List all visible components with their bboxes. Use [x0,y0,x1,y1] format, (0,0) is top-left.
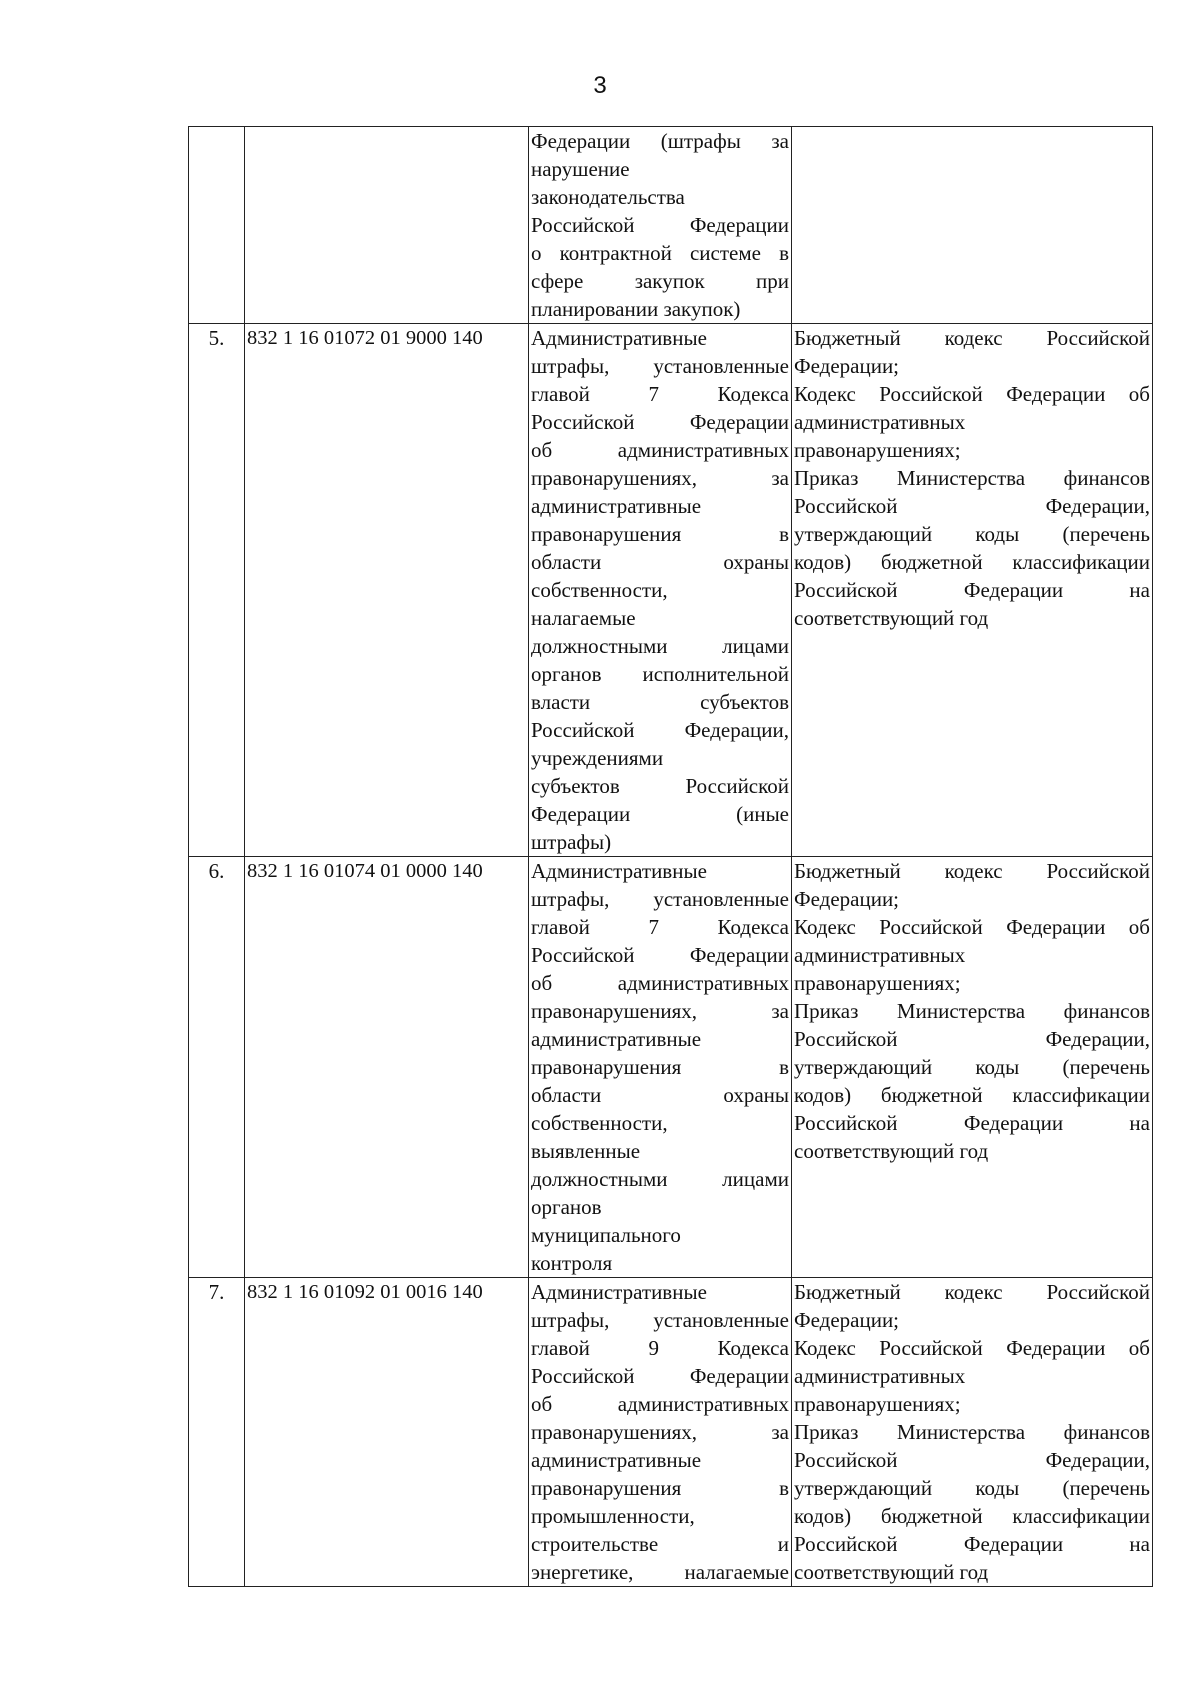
page-number: 3 [593,72,607,99]
legal-basis-line: Бюджетный кодекс Российской [794,1280,1150,1304]
revenue-name-line: правонарушения в [531,1055,789,1079]
revenue-name-line: главой 9 Кодекса [531,1336,789,1360]
budget-code-cell: 832 1 16 01092 01 0016 140 [245,1278,529,1587]
revenue-name-line: правонарушениях, за [531,466,789,490]
legal-basis-line: Кодекс Российской Федерации об [794,915,1150,939]
legal-basis-line: правонарушениях; [794,971,961,995]
legal-basis-line: правонарушениях; [794,1392,961,1416]
revenue-name-line: правонарушениях, за [531,1420,789,1444]
row-number-cell: 5. [189,324,245,857]
legal-basis-line: соответствующий год [794,606,989,630]
revenue-name-cell [529,324,792,857]
revenue-name-line: Российской Федерации [531,213,789,237]
legal-basis-cell [792,127,1153,324]
revenue-name-line: Административные [531,859,707,883]
legal-basis-line: соответствующий год [794,1560,989,1584]
table-row [189,857,1153,1278]
budget-code-cell [245,127,529,324]
table-row [189,324,1153,857]
table-row [189,127,1153,324]
legal-basis-line: утверждающий коды (перечень [794,522,1150,546]
revenue-name-line: Административные [531,1280,707,1304]
row-number-cell: 7. [189,1278,245,1587]
legal-basis-line: Федерации; [794,354,900,378]
legal-basis-cell [792,1278,1153,1587]
revenue-name-line: должностными лицами [531,634,789,658]
legal-basis-line: административных [794,410,966,434]
legal-basis-line: Российской Федерации на [794,1111,1150,1135]
budget-code-cell: 832 1 16 01074 01 0000 140 [245,857,529,1278]
legal-basis-line: утверждающий коды (перечень [794,1476,1150,1500]
revenue-name-line: о контрактной системе в [531,241,789,265]
revenue-name-line: штрафы) [531,830,612,854]
revenue-name-line: нарушение [531,157,630,181]
legal-basis-line: Приказ Министерства финансов [794,1420,1150,1444]
row-number-cell [189,127,245,324]
revenue-name-line: Административные [531,326,707,350]
revenue-name-line: планировании закупок) [531,297,741,321]
revenue-name-line: муниципального [531,1223,681,1247]
revenue-codes-table [188,126,1153,1587]
revenue-name-cell [529,1278,792,1587]
revenue-name-line: контроля [531,1251,613,1275]
legal-basis-line: кодов) бюджетной классификации [794,550,1150,574]
revenue-name-line: административные [531,494,702,518]
revenue-name-line: власти субъектов [531,690,789,714]
revenue-name-line: области охраны [531,1083,789,1107]
revenue-name-line: области охраны [531,550,789,574]
revenue-name-line: Федерации (иные [531,802,789,826]
row-number-cell: 6. [189,857,245,1278]
revenue-name-cell [529,857,792,1278]
revenue-name-line: главой 7 Кодекса [531,382,789,406]
revenue-name-line: об административных [531,971,789,995]
legal-basis-line: соответствующий год [794,1139,989,1163]
revenue-name-line: строительстве и [531,1532,789,1556]
revenue-name-line: Федерации (штрафы за [531,129,789,153]
legal-basis-line: Бюджетный кодекс Российской [794,859,1150,883]
legal-basis-cell [792,324,1153,857]
budget-code-cell: 832 1 16 01072 01 9000 140 [245,324,529,857]
legal-basis-line: Приказ Министерства финансов [794,466,1150,490]
revenue-name-line: выявленные [531,1139,641,1163]
revenue-name-line: главой 7 Кодекса [531,915,789,939]
revenue-name-line: субъектов Российской [531,774,789,798]
revenue-name-line: об административных [531,438,789,462]
revenue-name-line: законодательства [531,185,685,209]
legal-basis-line: Бюджетный кодекс Российской [794,326,1150,350]
revenue-name-line: штрафы, установленные [531,887,789,911]
revenue-name-line: Российской Федерации [531,410,789,434]
revenue-name-line: собственности, [531,1111,668,1135]
revenue-name-line: Российской Федерации, [531,718,789,742]
legal-basis-line: Российской Федерации на [794,1532,1150,1556]
legal-basis-line: административных [794,1364,966,1388]
legal-basis-line: Российской Федерации, [794,1027,1150,1051]
legal-basis-line: Федерации; [794,887,900,911]
revenue-name-line: промышленности, [531,1504,695,1528]
legal-basis-line: административных [794,943,966,967]
legal-basis-line: Приказ Министерства финансов [794,999,1150,1023]
revenue-name-cell [529,127,792,324]
revenue-name-line: учреждениями [531,746,664,770]
revenue-name-line: органов исполнительной [531,662,789,686]
legal-basis-line: кодов) бюджетной классификации [794,1504,1150,1528]
legal-basis-line: утверждающий коды (перечень [794,1055,1150,1079]
revenue-name-line: органов [531,1195,602,1219]
revenue-name-line: правонарушения в [531,1476,789,1500]
revenue-name-line: штрафы, установленные [531,354,789,378]
revenue-name-line: правонарушения в [531,522,789,546]
legal-basis-line: Российской Федерации, [794,494,1150,518]
legal-basis-line: правонарушениях; [794,438,961,462]
revenue-name-line: сфере закупок при [531,269,789,293]
revenue-name-line: Российской Федерации [531,1364,789,1388]
legal-basis-cell [792,857,1153,1278]
table-row [189,1278,1153,1587]
revenue-name-line: правонарушениях, за [531,999,789,1023]
revenue-name-line: энергетике, налагаемые [531,1560,789,1584]
revenue-name-line: собственности, [531,578,668,602]
revenue-name-line: Российской Федерации [531,943,789,967]
legal-basis-line: Российской Федерации, [794,1448,1150,1472]
revenue-name-line: административные [531,1027,702,1051]
legal-basis-line: Кодекс Российской Федерации об [794,382,1150,406]
revenue-name-line: административные [531,1448,702,1472]
revenue-name-line: штрафы, установленные [531,1308,789,1332]
legal-basis-line: Кодекс Российской Федерации об [794,1336,1150,1360]
legal-basis-line: Федерации; [794,1308,900,1332]
legal-basis-line: Российской Федерации на [794,578,1150,602]
table-body [189,127,1153,1587]
revenue-name-line: налагаемые [531,606,636,630]
revenue-name-line: об административных [531,1392,789,1416]
legal-basis-line: кодов) бюджетной классификации [794,1083,1150,1107]
revenue-name-line: должностными лицами [531,1167,789,1191]
